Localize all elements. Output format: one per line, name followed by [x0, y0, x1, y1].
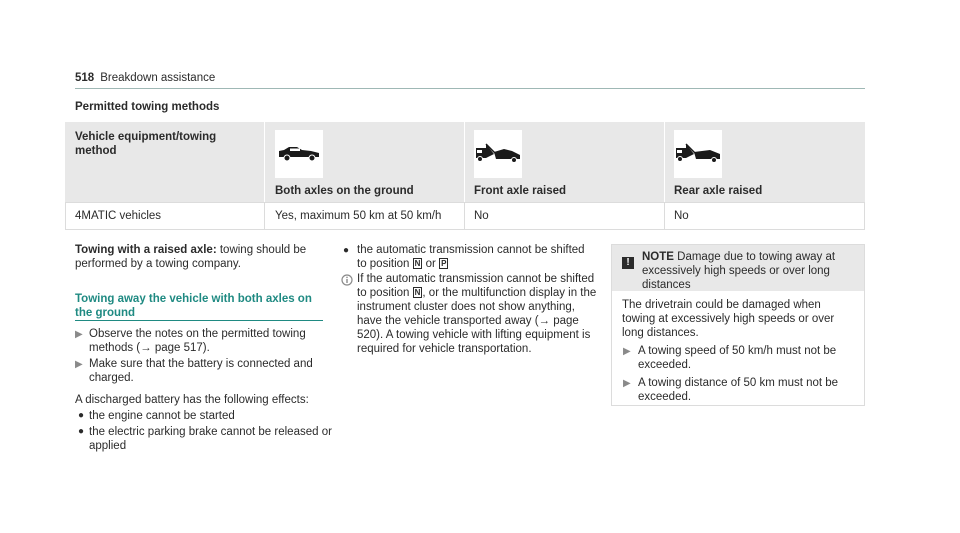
column-header-both-axles: Both axles on the ground: [275, 185, 414, 197]
step-arrow-icon: ▶: [75, 329, 83, 340]
both-axles-icon: [275, 130, 323, 178]
cell-rear-raised: No: [674, 210, 689, 222]
column-divider: [464, 202, 465, 230]
page-title: Permitted towing methods: [75, 101, 220, 113]
row-label: 4MATIC vehicles: [75, 210, 162, 222]
column-divider: [664, 122, 665, 202]
note-headline: [642, 250, 856, 292]
table-header-row: [65, 122, 865, 202]
step-battery-connected: Make sure that the battery is connected and charged.: [89, 358, 313, 384]
bullet-icon: ●: [78, 426, 85, 437]
note-box: [611, 244, 865, 406]
towing-table: [65, 122, 865, 230]
info-text-a: If the automatic transmission cannot be shifted to position: [357, 273, 595, 299]
info-paragraph: [357, 272, 597, 356]
table-row: [65, 202, 865, 230]
effect-transmission: [357, 243, 597, 271]
page-header: [75, 72, 215, 84]
column-header-front-raised: Front axle raised: [474, 185, 567, 197]
column-divider: [464, 122, 465, 202]
column-header-rear-raised: Rear axle raised: [674, 185, 763, 197]
front-axle-raised-icon: [474, 130, 522, 178]
bullet-icon: ●: [78, 410, 85, 421]
step-arrow-icon: ▶: [75, 359, 83, 370]
info-icon: [341, 273, 353, 291]
step-arrow-icon: ▶: [623, 378, 631, 389]
position-p-symbol: P: [441, 259, 447, 268]
discharged-battery-paragraph: A discharged battery has the following effects:: [75, 394, 309, 406]
step-arrow-icon: ▶: [623, 346, 631, 357]
cell-both-axles: Yes, maximum 50 km at 50 km/h: [275, 210, 442, 222]
intro-bold: Towing with a raised axle:: [75, 244, 217, 256]
note-headline-text: Damage due to towing away at excessively high speeds or over long distances: [642, 251, 836, 291]
column-divider: [264, 202, 265, 230]
position-n-symbol: N: [414, 288, 421, 297]
note-label: NOTE: [642, 251, 674, 263]
intro-paragraph: [75, 243, 315, 271]
section-heading: Towing away the vehicle with both axles on the ground: [75, 293, 312, 319]
position-n-symbol: N: [414, 259, 421, 268]
note-body: The drivetrain could be damaged when towing at excessively high speeds or over long distances.: [622, 299, 835, 339]
column-header-equipment: Vehicle equipment/towing method: [75, 131, 217, 157]
header-divider: [75, 88, 865, 89]
section-title: Breakdown assistance: [100, 72, 216, 84]
effect-engine: the engine cannot be started: [89, 410, 235, 422]
column-divider: [264, 122, 265, 202]
effect-parking-brake: the electric parking brake cannot be released or applied: [89, 426, 332, 452]
note-step-distance: A towing distance of 50 km must not be exceeded.: [638, 377, 839, 403]
or-text: or: [425, 258, 436, 270]
bullet-icon: ●: [343, 245, 350, 256]
effect-transmission-text: the automatic transmission cannot be shifted to position: [357, 244, 585, 270]
column-divider: [664, 202, 665, 230]
cell-front-raised: No: [474, 210, 489, 222]
info-text-b: , or the multifunction display in the instrument cluster does not show anything, have the vehicle transported away (→ page 520). A towing vehicle with lifting equipment is required for vehicle transportation.: [357, 287, 597, 355]
warning-icon: !: [622, 252, 634, 270]
intro-text: towing should be performed by a towing company.: [75, 244, 307, 270]
rear-axle-raised-icon: [674, 130, 722, 178]
note-step-speed: A towing speed of 50 km/h must not be exceeded.: [638, 345, 837, 371]
section-heading-underline: [75, 320, 323, 321]
page-number: 518: [75, 72, 95, 84]
step-observe-notes: Observe the notes on the permitted towing methods (→ page 517).: [89, 328, 306, 354]
